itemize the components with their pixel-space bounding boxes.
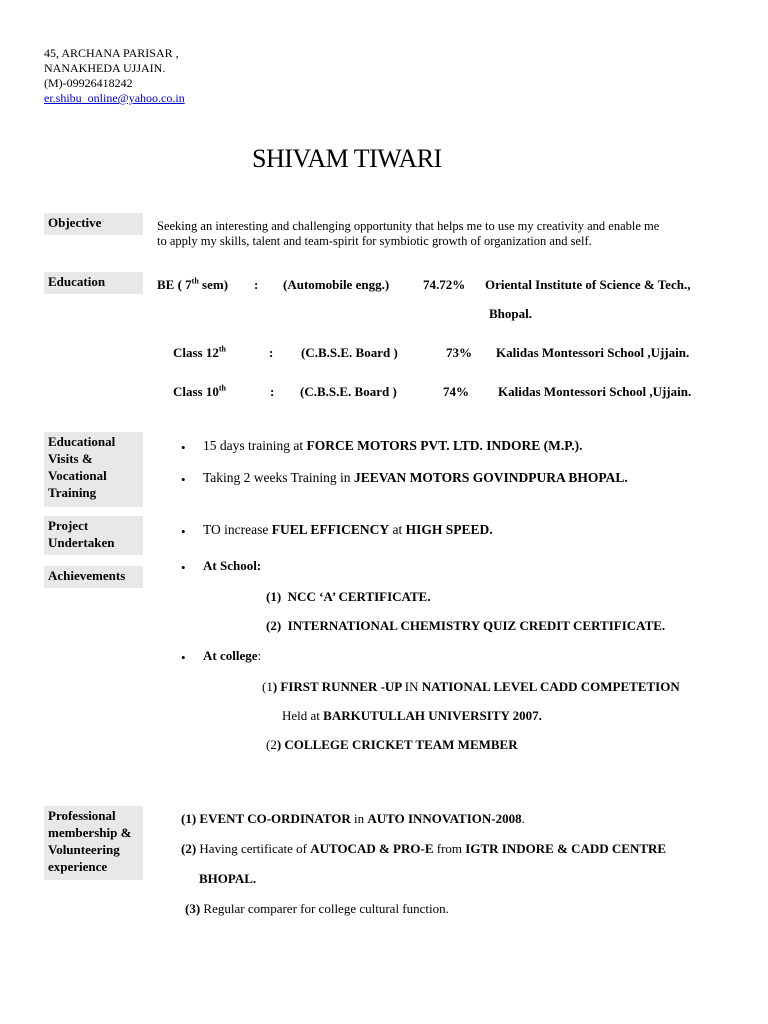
achievement-college-1: (1) FIRST RUNNER -UP IN NATIONAL LEVEL CADD COMPETETION: [262, 679, 680, 694]
address-line-1: 45, ARCHANA PARISAR ,: [44, 46, 179, 60]
edu-class10-board: (C.B.S.E. Board ): [300, 384, 397, 399]
phone-number: (M)-09926418242: [44, 76, 133, 90]
achievement-college-1-held: Held at BARKUTULLAH UNIVERSITY 2007.: [282, 708, 542, 723]
edu-be-score: 74.72%: [423, 277, 466, 292]
section-label-education: Education: [44, 272, 143, 294]
bullet-icon: •: [181, 440, 186, 455]
achievement-school-1: (1) NCC ‘A’ CERTIFICATE.: [266, 589, 431, 604]
objective-line-1: Seeking an interesting and challenging opportunity that helps me to use my creativity and enable me: [157, 219, 660, 233]
edu-class12-sep: :: [269, 345, 274, 360]
section-label-objective: Objective: [44, 213, 143, 235]
professional-item-2: (2) Having certificate of AUTOCAD & PRO-E from IGTR INDORE & CADD CENTRE: [181, 841, 667, 856]
edu-class12-institute: Kalidas Montessori School ,Ujjain.: [496, 345, 690, 360]
objective-line-2: to apply my skills, talent and team-spirit for symbiotic growth of organization and self.: [157, 234, 592, 248]
professional-item-1: (1) EVENT CO-ORDINATOR in AUTO INNOVATION-2008.: [181, 811, 525, 826]
edu-class10-institute: Kalidas Montessori School ,Ujjain.: [498, 384, 692, 399]
edu-class10-course: Class 10th: [173, 383, 226, 399]
achievement-college-2: (2) COLLEGE CRICKET TEAM MEMBER: [266, 737, 518, 752]
achievements-school-heading: At School:: [203, 558, 262, 573]
edu-class12-course: Class 12th: [173, 344, 226, 360]
achievements-college-heading: At college:: [203, 648, 262, 663]
bullet-icon: •: [181, 560, 186, 575]
project-item: TO increase FUEL EFFICENCY at HIGH SPEED.: [203, 522, 493, 537]
section-label-project: Project Undertaken: [44, 516, 143, 555]
visit-item-2: Taking 2 weeks Training in JEEVAN MOTORS GOVINDPURA BHOPAL.: [203, 470, 628, 485]
section-label-visits: Educational Visits & Vocational Training: [44, 432, 143, 507]
bullet-icon: •: [181, 650, 186, 665]
edu-class10-score: 74%: [443, 384, 469, 399]
bullet-icon: •: [181, 472, 186, 487]
section-label-professional: Professional membership & Volunteering experience: [44, 806, 143, 880]
achievement-school-2: (2) INTERNATIONAL CHEMISTRY QUIZ CREDIT CERTIFICATE.: [266, 618, 666, 633]
edu-class10-sep: :: [270, 384, 275, 399]
edu-class12-score: 73%: [446, 345, 472, 360]
visit-item-1: 15 days training at FORCE MOTORS PVT. LTD. INDORE (M.P.).: [203, 438, 583, 453]
edu-be-sep: :: [254, 277, 259, 292]
bullet-icon: •: [181, 524, 186, 539]
address-line-2: NANAKHEDA UJJAIN.: [44, 61, 166, 75]
edu-class12-board: (C.B.S.E. Board ): [301, 345, 398, 360]
professional-item-2-line2: BHOPAL.: [199, 871, 257, 886]
edu-be-board: (Automobile engg.): [283, 277, 390, 292]
professional-item-3: (3) Regular comparer for college cultural function.: [185, 901, 449, 916]
edu-be-course: BE ( 7th sem): [157, 276, 229, 292]
candidate-name: SHIVAM TIWARI: [252, 144, 442, 173]
section-label-achievements: Achievements: [44, 566, 143, 588]
edu-be-institute: Oriental Institute of Science & Tech.,: [485, 277, 691, 292]
email-link[interactable]: er.shibu_online@yahoo.co.in: [44, 91, 185, 105]
edu-be-institute-line2: Bhopal.: [489, 306, 532, 321]
